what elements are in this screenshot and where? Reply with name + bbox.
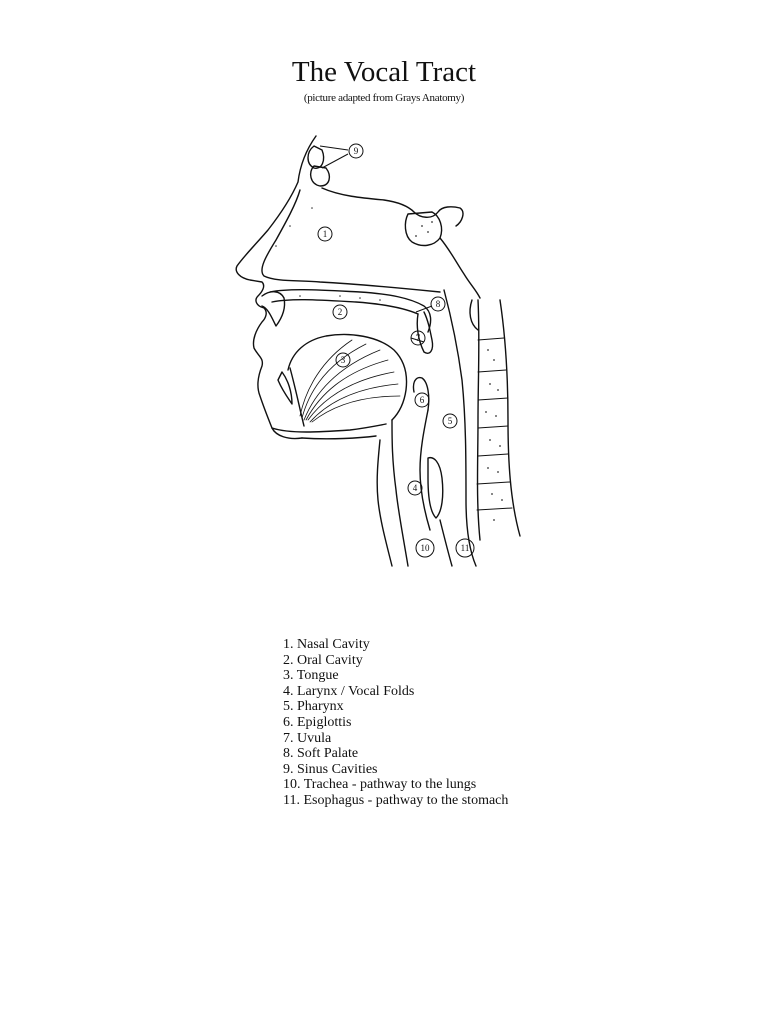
page-subtitle: (picture adapted from Grays Anatomy) bbox=[303, 92, 465, 104]
trachea-front bbox=[377, 440, 392, 566]
vocal-fold-shape bbox=[428, 458, 443, 518]
sinus-shape bbox=[311, 166, 330, 186]
marker-3-label: 3 bbox=[340, 355, 346, 365]
hard-palate bbox=[270, 290, 431, 332]
leader-line bbox=[416, 306, 432, 312]
marker-4-label: 4 bbox=[412, 483, 418, 493]
marker-8-label: 8 bbox=[435, 299, 441, 309]
marker-9-label: 9 bbox=[353, 146, 359, 156]
legend-item: 1. Nasal Cavity bbox=[283, 637, 370, 652]
face-profile bbox=[236, 136, 316, 439]
upper-teeth bbox=[262, 292, 285, 326]
marker-6-label: 6 bbox=[419, 395, 425, 405]
spine-front bbox=[478, 300, 481, 540]
tongue-muscle-fibers bbox=[300, 340, 400, 422]
page-title: The Vocal Tract bbox=[291, 56, 477, 88]
legend-item: 3. Tongue bbox=[283, 668, 339, 684]
legend-item: 6. Epiglottis bbox=[283, 714, 352, 730]
leader-line bbox=[322, 154, 348, 168]
spine-odontoid bbox=[470, 300, 478, 330]
legend-item: 8. Soft Palate bbox=[283, 746, 359, 762]
spine-back bbox=[500, 300, 520, 536]
legend-item: 2. Oral Cavity bbox=[283, 652, 363, 668]
legend-item: 4. Larynx / Vocal Folds bbox=[283, 683, 415, 699]
legend-item: 5. Pharynx bbox=[283, 699, 344, 715]
leader-line bbox=[320, 146, 348, 150]
larynx-wall bbox=[392, 420, 408, 566]
legend-item: 9. Sinus Cavities bbox=[283, 761, 378, 777]
jaw-bone bbox=[272, 424, 386, 432]
marker-11-label: 11 bbox=[460, 543, 470, 553]
lower-teeth bbox=[278, 372, 292, 404]
marker-2-label: 2 bbox=[337, 307, 343, 317]
marker-10-label: 10 bbox=[420, 543, 430, 553]
legend-item: 11. Esophagus - pathway to the stomach bbox=[283, 792, 509, 808]
marker-1-label: 1 bbox=[322, 229, 328, 239]
nasal-cavity-roof bbox=[322, 188, 463, 226]
sinus-shape bbox=[308, 146, 324, 168]
legend-list bbox=[283, 637, 508, 809]
legend-item: 7. Uvula bbox=[283, 730, 332, 746]
hyoid-region bbox=[302, 436, 376, 439]
skull-base-back bbox=[440, 238, 480, 298]
esophagus-front bbox=[440, 520, 452, 566]
legend-item: 10. Trachea - pathway to the lungs bbox=[283, 777, 477, 793]
marker-7-label: 7 bbox=[415, 333, 421, 343]
nasal-cavity-inner bbox=[262, 190, 440, 292]
vocal-tract-diagram bbox=[228, 130, 538, 570]
marker-5-label: 5 bbox=[447, 416, 453, 426]
bone-stippling bbox=[275, 207, 503, 521]
